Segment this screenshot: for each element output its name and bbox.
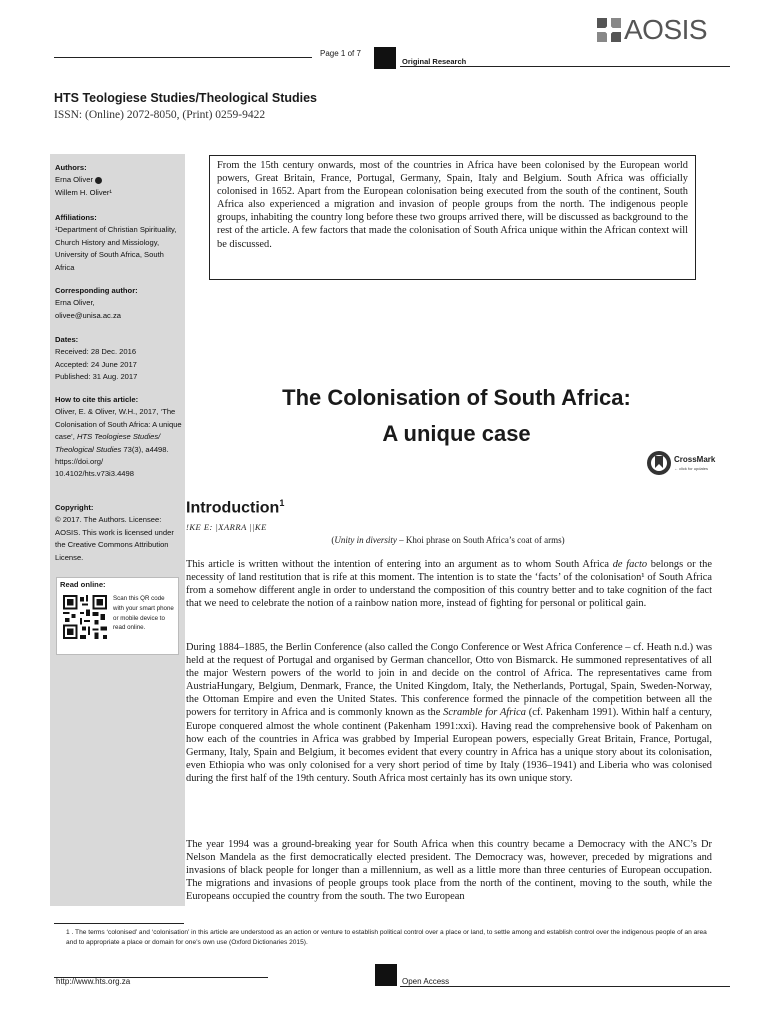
footer-open-access: Open Access bbox=[402, 977, 450, 986]
article-title bbox=[185, 380, 728, 452]
affiliations-heading: Affiliations: bbox=[55, 213, 97, 222]
paragraph-2-part-b: (cf. Pakenham 1991). Within half a century, Europe conquered almost the whole continent (Pakenham 1991:xxi). Having read the comprehensive book of Pakenham on how each of the countries in Africa was grabbed by Imperial European powers, especially Great Britain, France, Portugal, Germany, Italy, Spain and Belgium, it becomes evident that every country in Africa has a unique story about its colonisation, even Ethiopia who was only colonised for a very short period of time by Italy (1936–1941) and Liberia who was colonised during the first half of the 19th century. South Africa most certainly has its own unique story. bbox=[186, 707, 712, 784]
affiliations-block bbox=[55, 212, 183, 274]
cite-journal: HTS Teologiese Studies/ Theological Studies bbox=[55, 432, 161, 454]
date-accepted: Accepted: 24 June 2017 bbox=[55, 359, 137, 369]
author-1-name[interactable]: Erna Oliver bbox=[55, 175, 93, 185]
page-number: Page 1 of 7 bbox=[320, 49, 361, 58]
motto-text: !KE E: |XARRA ||KE bbox=[186, 522, 267, 532]
motto-paren: ( bbox=[331, 535, 335, 545]
affiliation-text: ¹Department of Christian Spirituality, Church History and Missiology, University of South Africa, South Africa bbox=[55, 225, 177, 272]
cite-text bbox=[55, 406, 183, 480]
author-1 bbox=[55, 174, 183, 186]
corresponding-heading: Corresponding author: bbox=[55, 286, 138, 295]
qr-code-icon[interactable] bbox=[63, 595, 107, 639]
abstract-box: From the 15th century onwards, most of the countries in Africa have been colonised by the European world powers, Great Britain, France, Portugal, Germany, Spain, Italy and Belgium. South Africa was officially colonised in 1652. Apart from the European colonisation being executed from the south of the continent, South Africa also experienced a migration and invasion of people groups from the north. The indigenous people groups, inhabiting the country long before these two groups arrived there, will be discussed as background to the rest of the article. A few factors that made the colonisation of South Africa unique within the African context will be discussed. bbox=[209, 155, 696, 280]
paragraph-1-italic: de facto bbox=[612, 559, 648, 570]
read-online-heading: Read online: bbox=[60, 580, 106, 589]
aosis-logo-icon bbox=[596, 17, 622, 43]
crossmark-badge[interactable] bbox=[646, 450, 716, 476]
authors-heading: Authors: bbox=[55, 163, 87, 172]
copyright-heading: Copyright: bbox=[55, 503, 94, 512]
author-2[interactable]: Willem H. Oliver¹ bbox=[55, 187, 112, 197]
paragraph-2-part-a: During 1884–1885, the Berlin Conference (also called the Congo Conference or West Africa Conference – cf. Heath n.d.) was held at the request of Portugal and organised by German chancellor, Otto von Bismarck. He summoned representatives of all the major Western powers of the world to join in and decide on the control of Africa. The representatives came from AustriaHungary, Belgium, Denmark, France, the United Kingdom, Italy, the Netherlands, Portugal, Spain, Sweden-Norway, the Ottoman Empire and even the United States. This conference formed the pinnacle of the competition between all the powers for territory in Africa and is commonly known as the bbox=[186, 642, 712, 719]
article-title-line-1: The Colonisation of South Africa: bbox=[282, 385, 631, 410]
motto-translation bbox=[186, 535, 710, 545]
footnote-rule bbox=[54, 923, 184, 924]
footer-rule-right bbox=[400, 986, 730, 987]
cite-block bbox=[55, 394, 183, 481]
journal-issn: ISSN: (Online) 2072-8050, (Print) 0259-9422 bbox=[54, 109, 266, 121]
crossmark-label: CrossMark bbox=[674, 455, 716, 464]
crossmark-sublabel: ← click for updates bbox=[674, 466, 709, 471]
article-category: Original Research bbox=[402, 57, 467, 66]
corresponding-block bbox=[55, 285, 183, 322]
corresponding-email[interactable]: olivee@unisa.ac.za bbox=[55, 310, 121, 320]
header-rule-right bbox=[400, 66, 730, 67]
cite-volume: 73(3), bbox=[123, 444, 144, 454]
read-online-box bbox=[56, 577, 179, 655]
orcid-icon[interactable] bbox=[95, 177, 102, 184]
introduction-heading-text: Introduction bbox=[186, 499, 280, 517]
date-published: Published: 31 Aug. 2017 bbox=[55, 372, 138, 382]
paragraph-1-part-b: belongs or the necessity of land restitution that is rife at this moment. The intention is to state the ‘facts’ of the colonisation¹ of South Africa from a somehow different angle in order to understand the composition of this country better and to take cognition of the fact that we need to celebrate the notion of a rainbow nation more, instead of fighting for personal or political gain. bbox=[186, 559, 712, 610]
paragraph-2-italic: Scramble for Africa bbox=[443, 707, 526, 719]
article-info-sidebar bbox=[50, 154, 185, 906]
dates-block bbox=[55, 334, 183, 384]
paragraph-1-part-a: This article is written without the intention of entering into an argument as to whom South Africa bbox=[186, 559, 613, 570]
motto-translation-italic: Unity in diversity bbox=[334, 535, 397, 545]
paragraph-1 bbox=[186, 558, 712, 610]
footer-black-square bbox=[375, 964, 397, 986]
introduction-footnote-marker[interactable]: 1 bbox=[279, 498, 285, 508]
copyright-block bbox=[55, 502, 183, 564]
footnote-1: 1 . The terms ‘colonised’ and ‘colonisation’ in this article are understood as an action or venture to establish political control over a place or land, to settle among and establish control over the indigenous people of an area and to appropriate a place or domain for one’s own use (Oxford Dictionaries 2015). bbox=[66, 929, 707, 946]
header-black-square bbox=[374, 47, 396, 69]
motto-translation-rest: – Khoi phrase on South Africa’s coat of arms) bbox=[396, 535, 565, 545]
introduction-heading bbox=[186, 498, 284, 517]
authors-block bbox=[55, 162, 183, 199]
dates-heading: Dates: bbox=[55, 335, 79, 344]
read-online-text: Scan this QR code with your smart phone or mobile device to read online. bbox=[113, 595, 174, 632]
copyright-text: © 2017. The Authors. Licensee: AOSIS. This work is licensed under the Creative Commons Attribution License. bbox=[55, 515, 174, 562]
aosis-logo-text: AOSIS bbox=[624, 14, 708, 45]
date-received: Received: 28 Dec. 2016 bbox=[55, 347, 137, 357]
paragraph-3: The year 1994 was a ground-breaking year for South Africa when this country became a Democracy with the ANC’s Dr Nelson Mandela as the first democratically elected president. The Democracy was, however, preceded by migrations and invasions of black people for longer than a millennium, as well as a little more than three centuries of European occupation. The migrations and invasions of people groups took place from the north of the continent, moving to the south, while the Europeans occupied the country from the south. The two European bbox=[186, 839, 712, 903]
cite-authors-title: Oliver, E. & Oliver, W.H., 2017, ‘The Colonisation of South Africa: A unique case’, bbox=[55, 407, 182, 442]
cite-doi-link[interactable]: a4498. https://doi.org/ 10.4102/hts.v73i3.4498 bbox=[55, 444, 169, 479]
header-rule-left bbox=[54, 57, 312, 58]
crossmark-icon bbox=[646, 450, 672, 476]
paragraph-2 bbox=[186, 641, 712, 785]
footer-url-link[interactable]: http://www.hts.org.za bbox=[56, 977, 131, 986]
corresponding-name: Erna Oliver, bbox=[55, 298, 95, 308]
journal-title: HTS Teologiese Studies/Theological Studies bbox=[54, 91, 318, 105]
aosis-logo[interactable] bbox=[596, 14, 707, 46]
article-title-line-2: A unique case bbox=[382, 421, 531, 446]
cite-heading: How to cite this article: bbox=[55, 395, 139, 404]
